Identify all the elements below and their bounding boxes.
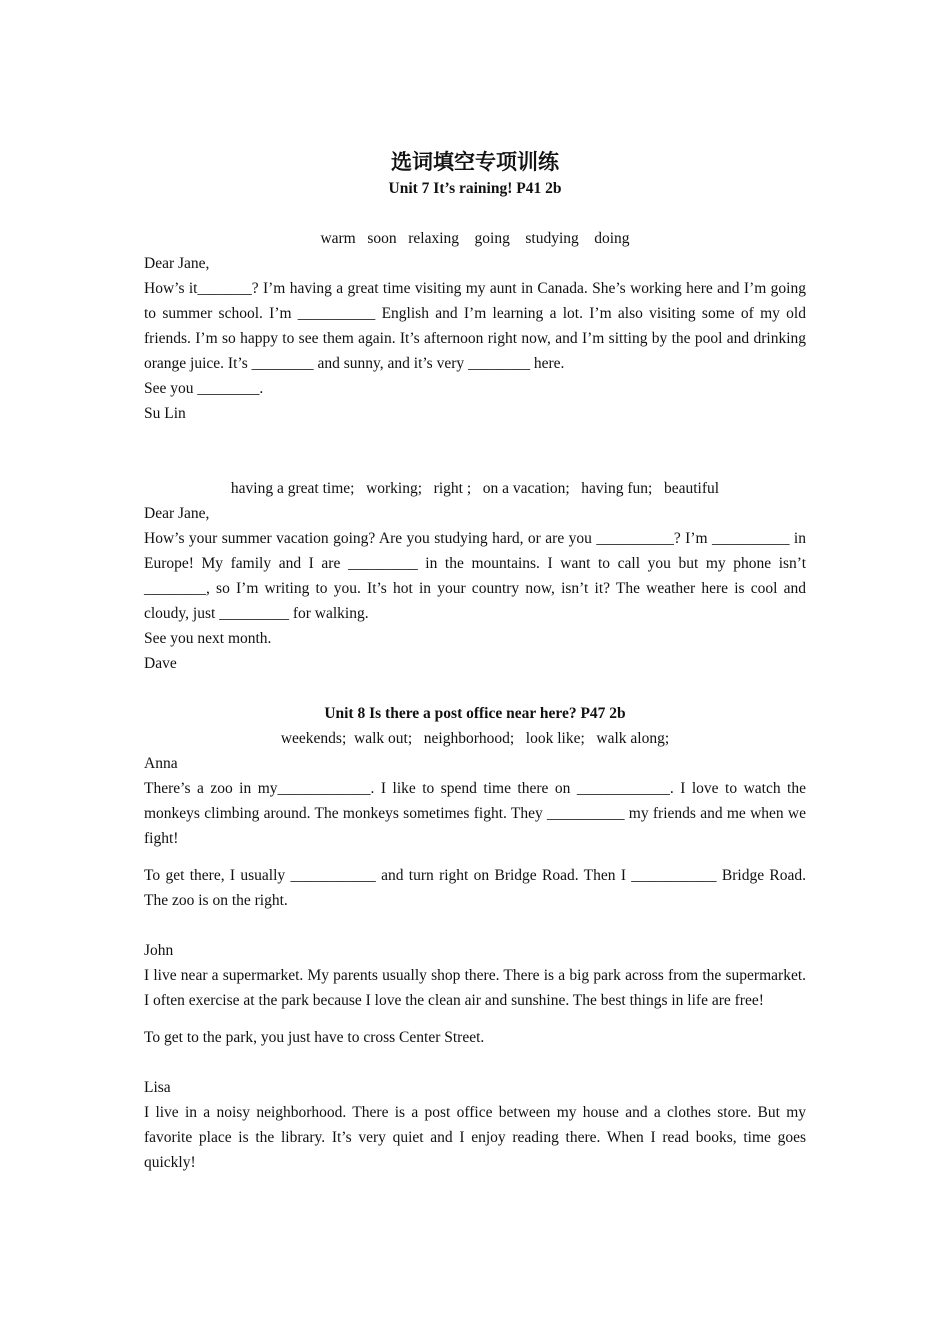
letter2-body: How’s your summer vacation going? Are you studying hard, or are you __________? I’m __________ in Europe! My family and I are _________ in the mountains. I want to call you but my phone isn’t ________, so I’m writing to you. It’s hot in your country now, isn’t it? The weather here is cool and cloudy, just _________ for walking. bbox=[144, 530, 806, 622]
letter1-greeting: Dear Jane, bbox=[144, 255, 210, 272]
unit8-heading: Unit 8 Is there a post office near here? P47 2b bbox=[324, 705, 626, 722]
letter2-closing: See you next month. bbox=[144, 630, 272, 647]
letter2-greeting: Dear Jane, bbox=[144, 505, 210, 522]
lisa-paragraph-1: I live in a noisy neighborhood. There is a post office between my house and a clothes store. But my favorite place is the library. It’s very quiet and I enjoy reading there. When I read books, time goes quickly! bbox=[144, 1104, 806, 1171]
anna-paragraph-1: There’s a zoo in my____________. I like to spend time there on ____________. I love to watch the monkeys climbing around. The monkeys sometimes fight. They __________ my friends and me when we fight! bbox=[144, 780, 806, 847]
unit7-wordbank-2: having a great time; working; right ; on a vacation; having fun; beautiful bbox=[230, 480, 720, 497]
letter1-signature: Su Lin bbox=[144, 405, 186, 422]
unit7-wordbank-1: warm soon relaxing going studying doing bbox=[320, 230, 630, 247]
john-paragraph-2: To get to the park, you just have to cross Center Street. bbox=[144, 1029, 485, 1046]
page-title: 选词填空专项训练 bbox=[391, 149, 559, 174]
anna-paragraph-2: To get there, I usually ___________ and turn right on Bridge Road. Then I ___________ Bridge Road. The zoo is on the right. bbox=[144, 867, 806, 909]
unit8-wordbank: weekends; walk out; neighborhood; look like; walk along; bbox=[280, 730, 670, 747]
lisa-name: Lisa bbox=[144, 1079, 171, 1096]
john-name: John bbox=[144, 942, 174, 959]
unit7-heading: Unit 7 It’s raining! P41 2b bbox=[388, 180, 562, 197]
document-page bbox=[144, 148, 806, 1175]
john-paragraph-1: I live near a supermarket. My parents usually shop there. There is a big park across from the supermarket. I often exercise at the park because I love the clean air and sunshine. The best things in life are free! bbox=[144, 967, 806, 1009]
letter1-closing: See you ________. bbox=[144, 380, 264, 397]
anna-name: Anna bbox=[144, 755, 178, 772]
letter1-body: How’s it_______? I’m having a great time visiting my aunt in Canada. She’s working here and I’m going to summer school. I’m __________ English and I’m learning a lot. I’m also visiting some of my old friends. I’m so happy to see them again. It’s afternoon right now, and I’m sitting by the pool and drinking orange juice. It’s ________ and sunny, and it’s very ________ here. bbox=[144, 280, 806, 372]
letter2-signature: Dave bbox=[144, 655, 177, 672]
